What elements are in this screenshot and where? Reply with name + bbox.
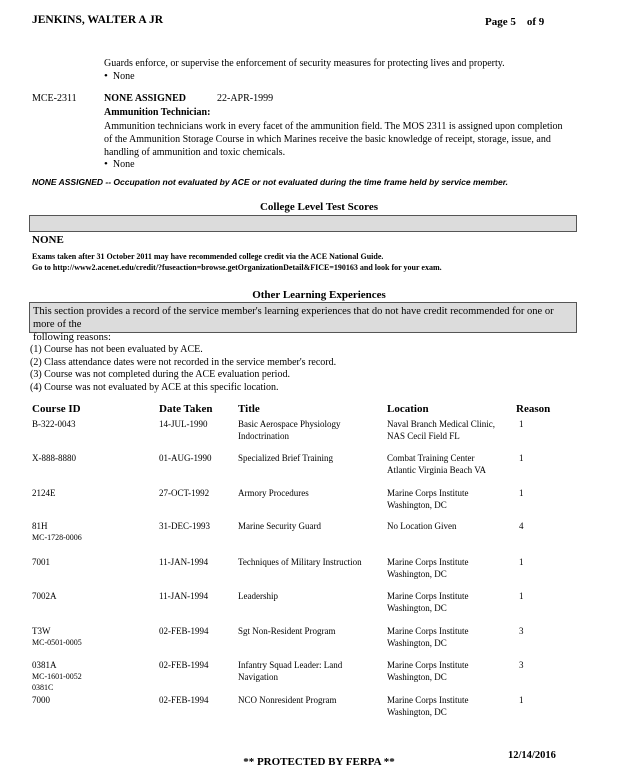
location-cell: Marine Corps Institute [387,626,469,636]
mos-desc-line: of the Ammunition Storage Course in which Marines receive the basic knowledge of receipt, storage, issue, and [104,134,551,145]
course-id-cell: B-322-0043 [32,419,76,429]
title-cell: Infantry Squad Leader: Land [238,660,343,670]
reason-cell: 4 [519,521,524,531]
course-alt-id-cell: MC-1601-0052 [32,672,82,681]
col-location: Location [387,403,429,415]
clep-value: NONE [32,234,64,246]
col-reason: Reason [516,403,551,415]
date-taken-cell: 02-FEB-1994 [159,626,209,636]
date-taken-cell: 31-DEC-1993 [159,521,210,531]
title-cell: Marine Security Guard [238,521,321,531]
page-number: Page 5 [485,16,516,28]
mos-title: Ammunition Technician: [104,107,211,118]
bullet-text: None [112,71,135,82]
date-taken-cell: 11-JAN-1994 [159,591,209,601]
location-cell: Combat Training Center [387,453,475,463]
mos-code: MCE-2311 [32,93,77,104]
reason-cell: 1 [519,557,524,567]
course-alt-id-cell: MC-0501-0005 [32,638,82,647]
location-cell: Atlantic Virginia Beach VA [387,465,487,475]
reason-cell: 3 [519,626,524,636]
ole-section-title: Other Learning Experiences [252,289,386,301]
title-cell: Sgt Non-Resident Program [238,626,336,636]
reason-cell: 1 [519,591,524,601]
date-taken-cell: 02-FEB-1994 [159,695,209,705]
title-cell: Techniques of Military Instruction [238,557,362,567]
reason-item: (1) Course has not been evaluated by ACE. [30,344,203,355]
mos-status: NONE ASSIGNED [104,93,186,104]
clep-section-title: College Level Test Scores [259,201,379,213]
print-date: 12/14/2016 [508,750,556,761]
prev-item-bullet [104,70,135,83]
bullet-text: None [112,159,135,170]
ole-intro-bar [29,302,577,343]
title-cell: Indoctrination [238,431,289,441]
location-cell: NAS Cecil Field FL [387,431,460,441]
ole-intro [30,303,576,346]
course-alt-id-cell: MC-1728-0006 [32,533,82,542]
col-date-taken: Date Taken [159,403,213,415]
title-cell: Armory Procedures [238,488,309,498]
reason-cell: 1 [519,488,524,498]
course-id-cell: X-888-8880 [32,453,76,463]
page-indicator [485,16,544,28]
clep-note-line1: Exams taken after 31 October 2011 may have recommended college credit via the ACE National Guide. [32,252,384,261]
mos-date: 22-APR-1999 [217,93,274,104]
course-id-cell: 2124E [32,488,56,498]
location-cell: No Location Given [387,521,457,531]
title-cell: Basic Aerospace Physiology [238,419,341,429]
date-taken-cell: 27-OCT-1992 [159,488,210,498]
location-cell: Marine Corps Institute [387,660,469,670]
location-cell: Marine Corps Institute [387,557,469,567]
reason-cell: 1 [519,695,524,705]
location-cell: Washington, DC [387,569,447,579]
ole-intro-line: This section provides a record of the service member's learning experiences that do not have credit recommended for one or more of the [33,306,554,330]
location-cell: Marine Corps Institute [387,591,469,601]
location-cell: Washington, DC [387,672,447,682]
course-id-cell: T3W [32,626,51,636]
bullet-icon: • [104,158,108,170]
course-id-cell: 7000 [32,695,50,705]
reason-item: (3) Course was not completed during the ACE evaluation period. [30,369,290,380]
page-total: of 9 [526,16,545,28]
col-course-id: Course ID [32,403,81,415]
location-cell: Washington, DC [387,707,447,717]
course-alt-id-cell: 0381C [32,683,54,692]
location-cell: Naval Branch Medical Clinic, [387,419,495,429]
date-taken-cell: 14-JUL-1990 [159,419,208,429]
date-taken-cell: 11-JAN-1994 [159,557,209,567]
course-id-cell: 7002A [32,591,57,601]
date-taken-cell: 02-FEB-1994 [159,660,209,670]
title-cell: Leadership [238,591,278,601]
reason-cell: 1 [519,453,524,463]
clep-note-line2: Go to http://www2.acenet.edu/credit/?fuseaction=browse.getOrganizationDetail&FICE=190163 and look for your exam. [32,263,442,272]
mos-description [104,120,574,159]
reason-cell: 3 [519,660,524,670]
ferpa-notice: ** PROTECTED BY FERPA ** [243,756,395,768]
course-id-cell: 0381A [32,660,57,670]
col-title: Title [238,403,260,415]
location-cell: Washington, DC [387,603,447,613]
location-cell: Marine Corps Institute [387,695,469,705]
course-id-cell: 7001 [32,557,50,567]
clep-header-bar [29,215,577,232]
none-assigned-note: NONE ASSIGNED -- Occupation not evaluated by ACE or not evaluated during the time frame held by service member. [32,177,508,187]
title-cell: Navigation [238,672,278,682]
student-name: JENKINS, WALTER A JR [32,14,164,26]
mos-desc-line: Ammunition technicians work in every facet of the ammunition field. The MOS 2311 is assigned upon completion [104,121,563,132]
mos-desc-line: handling of ammunition and toxic chemicals. [104,147,286,158]
reason-cell: 1 [519,419,524,429]
location-cell: Washington, DC [387,500,447,510]
reasons-list [30,344,336,394]
title-cell: NCO Nonresident Program [238,695,337,705]
bullet-icon: • [104,70,108,82]
mos-bullet [104,158,135,171]
reason-item: (4) Course was not evaluated by ACE at this specific location. [30,381,279,393]
prev-item-description: Guards enforce, or supervise the enforcement of security measures for protecting lives and property. [104,58,505,69]
date-taken-cell: 01-AUG-1990 [159,453,212,463]
course-id-cell: 81H [32,521,48,531]
location-cell: Marine Corps Institute [387,488,469,498]
reason-item: (2) Class attendance dates were not recorded in the service member's record. [30,356,337,368]
ole-intro-line: following reasons: [33,332,111,343]
location-cell: Washington, DC [387,638,447,648]
title-cell: Specialized Brief Training [238,453,333,463]
